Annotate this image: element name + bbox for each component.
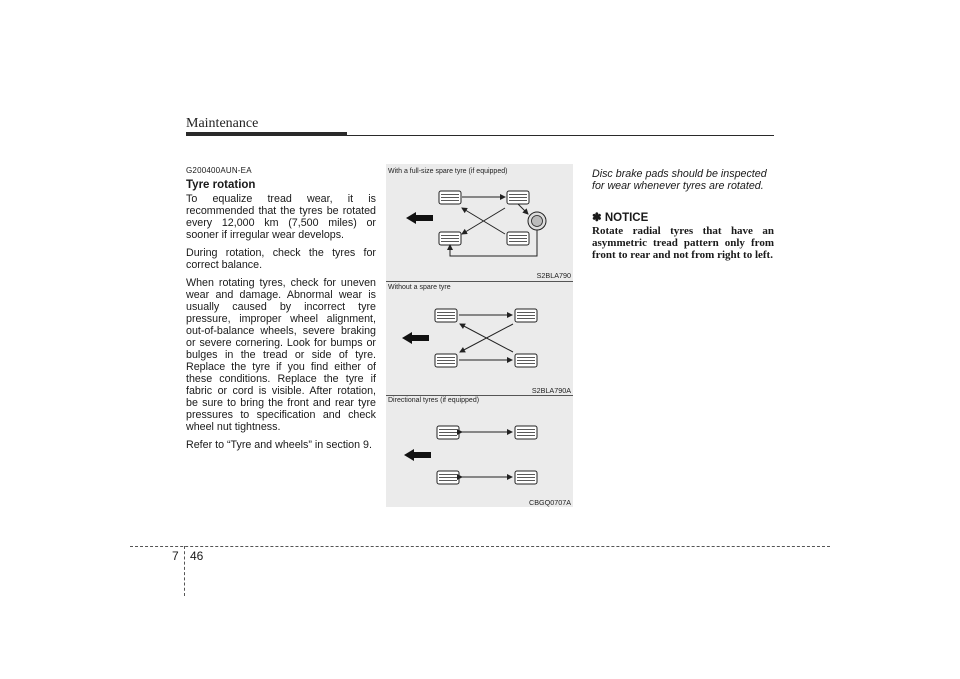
right-column — [592, 168, 774, 261]
figure-code: CBGQ0707A — [529, 498, 571, 507]
panel-no-spare-diagram — [402, 309, 537, 367]
page-number: 46 — [190, 549, 204, 563]
paragraph: When rotating tyres, check for uneven wear and damage. Abnormal wear is usually caused by incorrect tyre pressure, improper wheel alignment, out-of-balance wheels, severe braking or severe cornering. Look for bumps or bulges in the tread or side of tyre. Replace the tyre if you find either of these conditions. Replace the tyre if fabric or cord is visible. After rotation, be sure to bring the front and rear tyre pressures to specification and check wheel nut tightness. — [186, 277, 376, 433]
panel-label: Without a spare tyre — [388, 284, 451, 291]
panel-label: Directional tyres (if equipped) — [388, 397, 480, 404]
tyre-rotation-diagram — [386, 164, 573, 507]
tyre-rotation-figure — [386, 164, 573, 507]
paragraph: Refer to “Tyre and wheels” in section 9. — [186, 439, 372, 451]
paragraph: During rotation, check the tyres for correct balance. — [186, 247, 376, 271]
figure-code: S2BLA790 — [536, 271, 571, 280]
section-code: G200400AUN-EA — [186, 166, 252, 175]
panel-divider — [386, 281, 573, 282]
header-rule-thin — [186, 135, 774, 136]
panel-full-spare-diagram — [406, 191, 546, 256]
notice-title: ✽ NOTICE — [592, 212, 649, 224]
chapter-number: 7 — [172, 549, 179, 563]
left-column — [186, 166, 376, 457]
footer-vertical-rule — [184, 546, 185, 596]
figure-code: S2BLA790A — [531, 386, 571, 395]
brake-pad-note: Disc brake pads should be inspected for wear whenever tyres are rotated. — [592, 168, 767, 192]
section-title: Maintenance — [186, 116, 259, 131]
panel-divider — [386, 395, 573, 396]
footer-rule — [130, 546, 830, 547]
panel-label: With a full-size spare tyre (if equipped) — [388, 168, 508, 175]
paragraph: To equalize tread wear, it is recommended that the tyres be rotated every 12,000 km (7,500 miles) or sooner if irregular wear develops. — [186, 193, 376, 241]
panel-directional-diagram — [404, 426, 537, 484]
notice-body: Rotate radial tyres that have an asymmetric tread pattern only from front to rear and not from right to left. — [592, 225, 774, 261]
section-heading: Tyre rotation — [186, 179, 256, 191]
